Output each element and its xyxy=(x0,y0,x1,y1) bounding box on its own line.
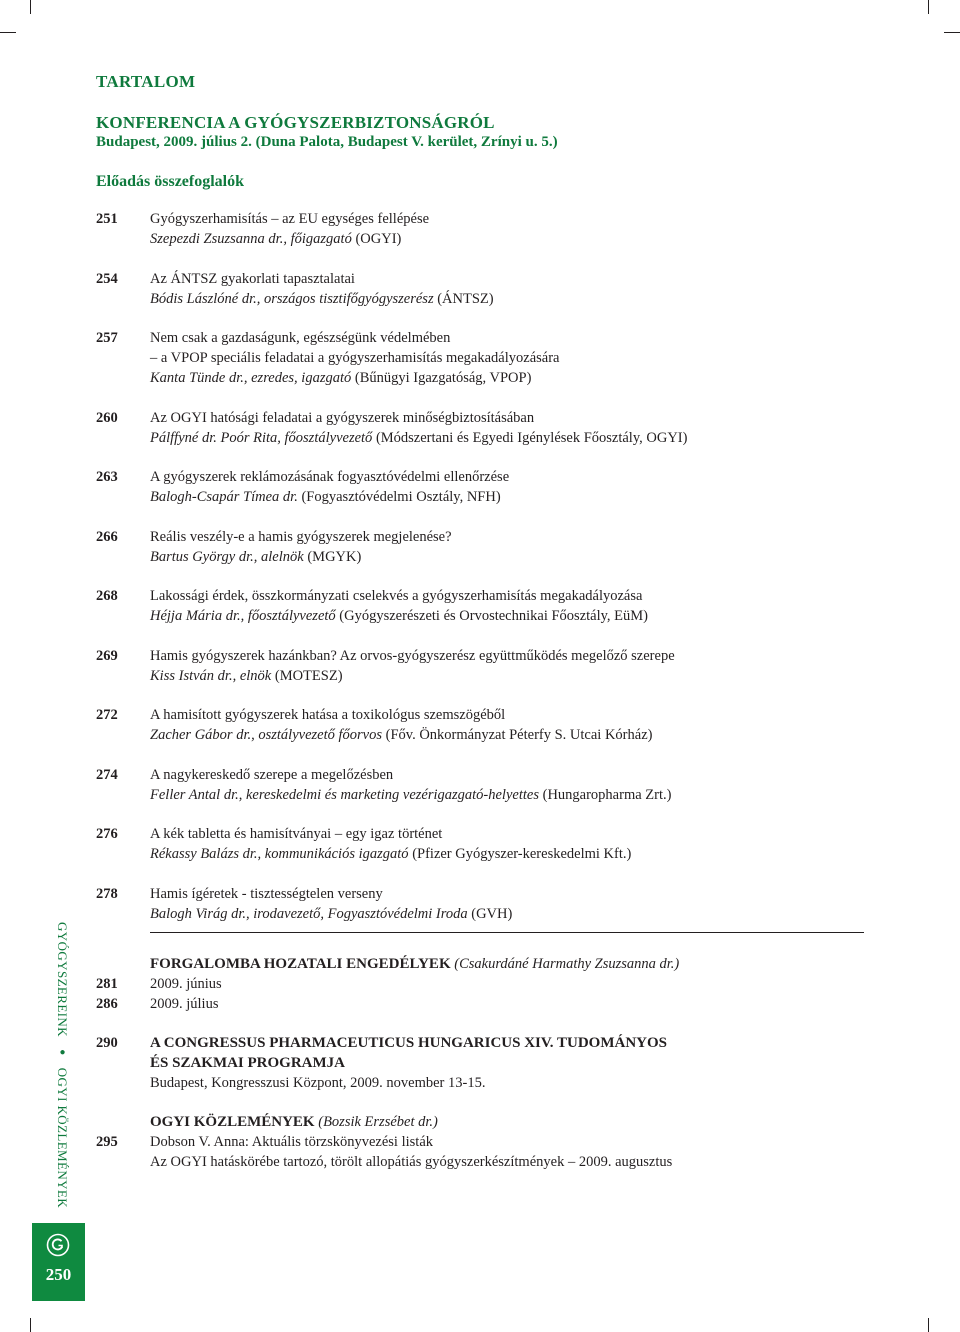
congressus-detail: Budapest, Kongresszusi Központ, 2009. november 13-15. xyxy=(150,1075,486,1091)
entry-page-number: 254 xyxy=(96,270,118,287)
toc-entry-list xyxy=(96,209,876,943)
entry-author: Kiss István dr., elnök xyxy=(150,667,272,684)
crop-mark-top-right-h xyxy=(944,32,960,33)
toc-entry[interactable] xyxy=(96,646,876,686)
toc-entry[interactable] xyxy=(96,994,218,1014)
congressus-heading: A CONGRESSUS PHARMACEUTICUS HUNGARICUS XIV. TUDOMÁNYOS xyxy=(150,1035,668,1051)
entry-title: Nem csak a gazdaságunk, egészségünk védelmében xyxy=(150,330,451,346)
crop-mark-top-right xyxy=(928,0,929,14)
toc-entry[interactable] xyxy=(96,1132,433,1152)
entry-organization: (Fogyasztóvédelmi Osztály, NFH) xyxy=(297,489,501,505)
toc-entry[interactable] xyxy=(96,328,876,388)
toc-entry[interactable] xyxy=(96,269,876,309)
entry-title-continued: – a VPOP speciális feladatai a gyógyszerhamisítás megakadályozására xyxy=(150,350,560,366)
entry-title: Hamis gyógyszerek hazánkban? Az orvos-gyógyszerész együttműködés megelőző szerepe xyxy=(150,647,675,664)
entry-author: Bódis Lászlóné dr., országos tisztifőgyógyszerész xyxy=(150,290,434,307)
entry-organization: (Bűnügyi Igazgatóság, VPOP) xyxy=(351,370,532,386)
entry-page-number: 266 xyxy=(96,528,118,545)
entry-author: Rékassy Balázs dr., kommunikációs igazgató xyxy=(150,846,409,862)
entry-title: Reális veszély-e a hamis gyógyszerek megjelenése? xyxy=(150,528,452,545)
page-number: 250 xyxy=(45,1265,72,1284)
forgalomba-heading: FORGALOMBA HOZATALI ENGEDÉLYEK xyxy=(150,956,451,972)
ogyi-editor: (Bozsik Erzsébet dr.) xyxy=(314,1114,438,1130)
entry-title: A kék tabletta és hamisítványai – egy igaz történet xyxy=(150,826,443,842)
toc-entry[interactable] xyxy=(96,209,876,249)
entry-title: A hamisított gyógyszerek hatása a toxikológus szemszögéből xyxy=(150,707,506,723)
entry-page-number: 251 xyxy=(96,211,118,227)
crop-mark-bottom-left xyxy=(30,1318,31,1332)
entry-page-number: 260 xyxy=(96,409,118,426)
crop-mark-top-left-h xyxy=(0,32,16,33)
entry-author: Zacher Gábor dr., osztályvezető főorvos xyxy=(150,727,382,743)
entry-page-number: 290 xyxy=(96,1035,118,1051)
entry-title: Lakossági érdek, összkormányzati cselekvés a gyógyszerhamisítás megakadályozása xyxy=(150,588,643,604)
entry-title: Gyógyszerhamisítás – az EU egységes fellépése xyxy=(150,211,430,227)
entry-organization: (Hungaropharma Zrt.) xyxy=(538,786,672,803)
entry-author: Szepezdi Zsuzsanna dr., főigazgató xyxy=(150,231,352,247)
entry-page-number: 281 xyxy=(96,976,118,992)
toc-entry[interactable] xyxy=(96,765,876,805)
toc-entry[interactable] xyxy=(96,884,876,924)
crop-mark-bottom-right xyxy=(928,1318,929,1332)
congressus-heading-continued: ÉS SZAKMAI PROGRAMJA xyxy=(150,1055,346,1071)
entry-title: 2009. július xyxy=(150,996,219,1012)
entry-page-number: 276 xyxy=(96,826,118,842)
side-running-header xyxy=(52,922,70,1212)
conference-title: KONFERENCIA A GYÓGYSZERBIZTONSÁGRÓL xyxy=(96,113,495,132)
journal-logo-icon xyxy=(46,1233,70,1257)
entry-organization: (Pfizer Gyógyszer-kereskedelmi Kft.) xyxy=(408,846,632,862)
toc-entry[interactable] xyxy=(96,527,876,567)
entry-page-number: 272 xyxy=(96,707,118,723)
entry-page-number: 278 xyxy=(96,885,118,902)
page-number-badge xyxy=(32,1223,85,1301)
entry-title: Az ÁNTSZ gyakorlati tapasztalatai xyxy=(150,270,355,287)
entry-title: A nagykereskedő szerepe a megelőzésben xyxy=(150,766,394,783)
ogyi-heading-row xyxy=(96,1112,438,1132)
entry-title: 2009. június xyxy=(150,976,222,992)
entry-author: Balogh Virág dr., irodavezető, Fogyasztóvédelmi Iroda xyxy=(150,905,468,922)
entry-organization: (Módszertani és Egyedi Igénylések Főosztály, OGYI) xyxy=(372,429,688,446)
entry-organization: (ÁNTSZ) xyxy=(433,290,494,307)
toc-entry[interactable] xyxy=(96,705,876,745)
side-label-part1: GYÓGYSZEREINK xyxy=(55,922,70,1037)
entry-organization: (MGYK) xyxy=(303,548,362,565)
ogyi-heading: OGYI KÖZLEMÉNYEK xyxy=(150,1114,315,1130)
entry-page-number: 268 xyxy=(96,588,118,604)
entry-title: Hamis ígéretek - tisztességtelen verseny xyxy=(150,885,383,902)
congressus-heading-row xyxy=(96,1053,345,1073)
congressus-detail-row xyxy=(96,1073,485,1093)
page-title: TARTALOM xyxy=(96,72,196,91)
entry-page-number: 274 xyxy=(96,766,118,783)
entry-page-number: 286 xyxy=(96,996,118,1012)
entry-organization: (MOTESZ) xyxy=(271,667,343,684)
entry-author: Bartus György dr., alelnök xyxy=(150,548,304,565)
entry-author: Pálffyné dr. Poór Rita, főosztályvezető xyxy=(150,429,373,446)
entry-title: Dobson V. Anna: Aktuális törzskönyvezési listák xyxy=(150,1134,434,1150)
entry-title: A gyógyszerek reklámozásának fogyasztóvédelmi ellenőrzése xyxy=(150,469,510,485)
crop-mark-top-left xyxy=(30,0,31,14)
entry-organization: (Gyógyszerészeti és Orvostechnikai Főosztály, EüM) xyxy=(335,608,649,624)
entry-author: Balogh-Csapár Tímea dr. xyxy=(150,489,298,505)
entry-title-continued: Az OGYI hatáskörébe tartozó, törölt allopátiás gyógyszerkészítmények – 2009. augusztus xyxy=(150,1154,673,1170)
bullet-icon: ● xyxy=(57,1046,68,1059)
entry-organization: (GVH) xyxy=(467,905,513,922)
ogyi-line-row xyxy=(96,1152,672,1172)
toc-entry[interactable] xyxy=(96,467,876,507)
side-label-part2: OGYI KÖZLEMÉNYEK xyxy=(55,1067,70,1209)
toc-entry[interactable] xyxy=(96,824,876,864)
toc-entry[interactable] xyxy=(96,586,876,626)
entry-author: Feller Antal dr., kereskedelmi és marketing vezérigazgató-helyettes xyxy=(150,786,539,803)
entry-organization: (Főv. Önkormányzat Péterfy S. Utcai Kórház) xyxy=(382,727,653,743)
toc-entry[interactable] xyxy=(96,974,222,994)
section-divider xyxy=(150,932,864,933)
entry-page-number: 263 xyxy=(96,469,118,485)
entry-author: Héjja Mária dr., főosztályvezető xyxy=(150,608,336,624)
conference-subtitle: Budapest, 2009. július 2. (Duna Palota, Budapest V. kerület, Zrínyi u. 5.) xyxy=(96,134,558,150)
entry-author: Kanta Tünde dr., ezredes, igazgató xyxy=(150,370,352,386)
toc-entry[interactable] xyxy=(96,408,876,448)
entry-organization: (OGYI) xyxy=(351,231,402,247)
entry-title: Az OGYI hatósági feladatai a gyógyszerek minőségbiztosításában xyxy=(150,409,535,426)
entry-page-number: 269 xyxy=(96,647,118,664)
entry-page-number: 257 xyxy=(96,330,118,346)
forgalomba-heading-row xyxy=(96,954,679,974)
forgalomba-editor: (Csakurdáné Harmathy Zsuzsanna dr.) xyxy=(450,956,680,972)
entry-page-number: 295 xyxy=(96,1134,118,1150)
toc-entry[interactable] xyxy=(96,1033,667,1053)
summaries-heading: Előadás összefoglalók xyxy=(96,173,245,190)
